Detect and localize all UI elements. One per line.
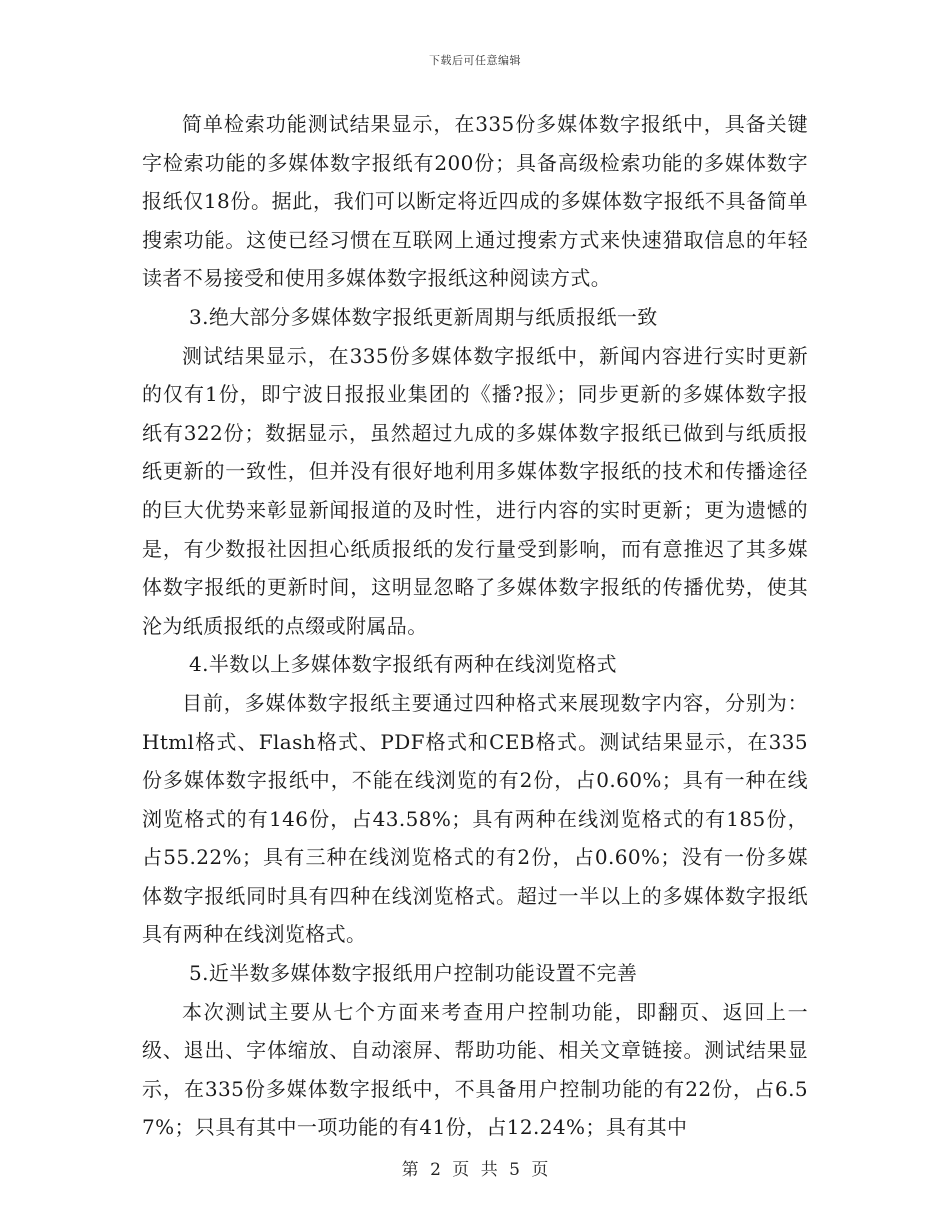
section-heading-browse-formats: 4.半数以上多媒体数字报纸有两种在线浏览格式 xyxy=(189,652,617,677)
footer-total-prefix: 共 xyxy=(480,1160,498,1180)
footer-total-pages: 5 xyxy=(509,1160,520,1180)
footer-current-page: 2 xyxy=(430,1160,441,1180)
page-footer xyxy=(0,1155,950,1180)
section-heading-update-cycle: 3.绝大部分多媒体数字报纸更新周期与纸质报纸一致 xyxy=(189,304,658,329)
paragraph-browse-formats: 目前，多媒体数字报纸主要通过四种格式来展现数字内容，分别为：Html格式、Flash格式、PDF格式和CEB格式。测试结果显示，在335份多媒体数字报纸中，不能在线浏览的有2份，占0.60%；具有一种在线浏览格式的有146份，占43.58%；具有两种在线浏览格式的有185份，占55.22%；具有三种在线浏览格式的有2份，占0.60%；没有一份多媒体数字报纸同时具有四种在线浏览格式。超过一半以上的多媒体数字报纸具有两种在线浏览格式。 xyxy=(142,690,808,947)
paragraph-search-results: 简单检索功能测试结果显示，在335份多媒体数字报纸中，具备关键字检索功能的多媒体数字报纸有200份；具备高级检索功能的多媒体数字报纸仅18份。据此，我们可以断定将近四成的多媒体数字报纸不具备简单搜索功能。这使已经习惯在互联网上通过搜索方式来快速猎取信息的年轻读者不易接受和使用多媒体数字报纸这种阅读方式。 xyxy=(142,112,808,291)
footer-prefix: 第 xyxy=(401,1160,419,1180)
document-body xyxy=(142,105,808,1147)
footer-page-unit: 页 xyxy=(452,1160,470,1180)
paragraph-user-control: 本次测试主要从七个方面来考查用户控制功能，即翻页、返回上一级、退出、字体缩放、自动滚屏、帮助功能、相关文章链接。测试结果显示，在335份多媒体数字报纸中，不具备用户控制功能的有22份，占6.57%；只具有其中一项功能的有41份，占12.24%；具有其中 xyxy=(142,999,808,1140)
section-heading-user-control: 5.近半数多媒体数字报纸用户控制功能设置不完善 xyxy=(189,961,638,986)
page-header: 下载后可任意编辑 xyxy=(429,54,521,67)
paragraph-update-cycle: 测试结果显示，在335份多媒体数字报纸中，新闻内容进行实时更新的仅有1份，即宁波日报报业集团的《播?报》；同步更新的多媒体数字报纸有322份；数据显示，虽然超过九成的多媒体数字报纸已做到与纸质报纸更新的一致性，但并没有很好地利用多媒体数字报纸的技术和传播途径的巨大优势来彰显新闻报道的及时性，进行内容的实时更新；更为遗憾的是，有少数报社因担心纸质报纸的发行量受到影响，而有意推迟了其多媒体数字报纸的更新时间，这明显忽略了多媒体数字报纸的传播优势，使其沦为纸质报纸的点缀或附属品。 xyxy=(142,343,808,638)
footer-total-unit: 页 xyxy=(531,1160,549,1180)
